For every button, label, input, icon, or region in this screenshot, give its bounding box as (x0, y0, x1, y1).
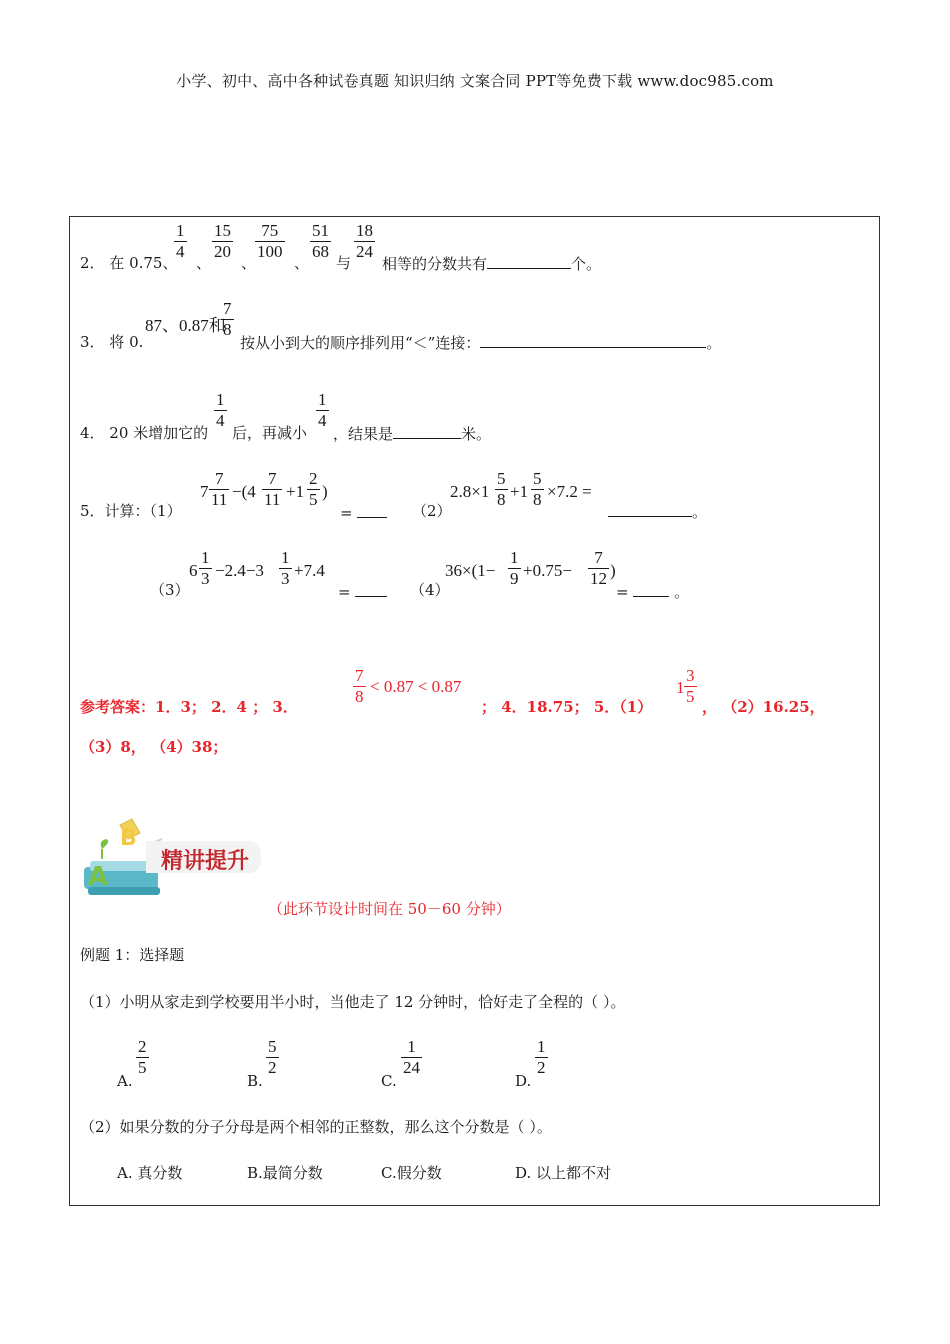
numerator: 51 (312, 221, 329, 240)
denominator: 4 (318, 411, 327, 430)
q5-p3-frac-1 (199, 548, 212, 589)
q5-label-4: （4） (410, 581, 450, 599)
q5-p4-eq-line (616, 582, 689, 601)
numerator: 1 (537, 1037, 546, 1056)
q5-p1-close: ) (322, 482, 328, 501)
q5-p1-minus: −(4 (232, 482, 256, 501)
q5-p2-b: +1 (510, 482, 529, 501)
denominator: 5 (686, 687, 695, 706)
q2-answer-blank[interactable] (487, 254, 571, 269)
q2-frac-2 (212, 221, 233, 262)
answers-line1-a: 参考答案：1．3； 2．4 ； 3． (80, 698, 298, 716)
denominator: 8 (223, 320, 232, 339)
q1-option-b-label[interactable]: B. (247, 1072, 263, 1090)
q4-suffix: ，结果是 (333, 425, 394, 443)
q1-option-a-label[interactable]: A. (117, 1072, 133, 1090)
denominator: 5 (138, 1058, 147, 1077)
q5-p1-frac-2 (262, 469, 282, 510)
numerator: 5 (533, 469, 542, 488)
q5-p2-end-line (608, 502, 707, 521)
q3-end: 。 (706, 334, 722, 352)
q5-p1-frac-3 (307, 469, 320, 510)
numerator: 15 (214, 221, 231, 240)
numerator: 1 (176, 221, 185, 240)
q1-option-d-label[interactable]: D. (515, 1072, 532, 1090)
q5-p2-c: ×7.2 = (547, 482, 592, 501)
answers-line2: （3）8， （4）38； (80, 738, 228, 756)
q2-option-d[interactable]: D. 以上都不对 (515, 1164, 612, 1182)
section-title: 精讲提升 (161, 849, 250, 874)
denominator: 11 (211, 490, 228, 509)
q1-option-a-frac (136, 1037, 149, 1078)
denominator: 24 (403, 1058, 420, 1077)
q5-p2-frac-2 (531, 469, 544, 510)
answers-line1-b: ； 4．18.75； 5．（1） (481, 698, 653, 716)
q3-answer-blank[interactable] (480, 333, 706, 348)
numerator: 1 (318, 390, 327, 409)
numerator: 75 (261, 221, 279, 240)
q4-end: 米。 (461, 425, 492, 443)
q2-sep-4: 与 (336, 254, 352, 272)
q4-mid: 后，再减小 (232, 424, 308, 442)
numerator: 5 (497, 469, 506, 488)
denominator: 4 (176, 242, 185, 261)
q5-p3-b: −2.4−3 (215, 561, 264, 580)
q1-option-d-frac (535, 1037, 548, 1078)
numerator: 2 (309, 469, 318, 488)
numerator: 1 (407, 1037, 416, 1056)
page-header: 小学、初中、高中各种试卷真题 知识归纳 文案合同 PPT等免费下载 www.doc985.com (176, 72, 774, 90)
denominator: 3 (281, 569, 290, 588)
q2-sep-2: 、 (241, 254, 257, 272)
q3-prefix: 3． 将 0. (80, 333, 144, 351)
denominator: 5 (309, 490, 318, 509)
numerator: 7 (267, 469, 277, 488)
denominator: 24 (356, 242, 373, 261)
q5-p4-c: ) (610, 561, 616, 580)
q5-p1-eq-line (340, 503, 387, 522)
q2-frac-4 (310, 221, 331, 262)
q4-answer-blank[interactable] (393, 424, 461, 439)
q5-p1-plus: +1 (286, 482, 305, 501)
numerator: 18 (356, 221, 373, 240)
q5-p1-blank[interactable] (357, 503, 387, 518)
q1-option-c-frac (401, 1037, 422, 1078)
example-q2: （2）如果分数的分子分母是两个相邻的正整数，那么这个分数是（ ）。 (80, 1118, 552, 1136)
answer-5-whole: 1 (676, 678, 685, 697)
q1-option-c-label[interactable]: C. (381, 1072, 397, 1090)
example-q1: （1）小明从家走到学校要用半小时，当他走了 12 分钟时，恰好走了全程的（ ）。 (80, 993, 626, 1011)
q3-suffix-line (240, 333, 721, 352)
q5-p4-frac-1 (508, 548, 521, 589)
q2-sep-1: 、 (196, 254, 212, 272)
q2-option-b[interactable]: B.最简分数 (247, 1164, 323, 1182)
denominator: 2 (537, 1058, 546, 1077)
numerator: 7 (214, 469, 224, 488)
q5-p2-a: 2.8×1 (450, 482, 490, 501)
answer-3-frac (353, 666, 366, 707)
numerator: 1 (201, 548, 210, 567)
q5-p1-whole: 7 (200, 482, 209, 501)
q2-suffix: 相等的分数共有 (382, 255, 488, 273)
denominator: 2 (268, 1058, 277, 1077)
example-title: 例题 1：选择题 (80, 946, 185, 964)
q5-p3-blank[interactable] (355, 582, 387, 597)
answer-5-frac (684, 666, 697, 707)
q5-p3-c: +7.4 (294, 561, 325, 580)
q5-p3-eq-line (338, 582, 387, 601)
denominator: 11 (264, 490, 281, 509)
q3-suffix: 按从小到大的顺序排列用“＜”连接： (240, 334, 481, 352)
q5-p4-blank[interactable] (633, 582, 669, 597)
q1-option-b-frac (266, 1037, 279, 1078)
q4-frac-2 (316, 390, 329, 431)
q5-p1-eq: = (340, 504, 353, 522)
q5-label-3: （3） (150, 581, 190, 599)
q5-p4-end: 。 (674, 583, 690, 601)
numerator: 1 (510, 548, 519, 567)
q3-frac (221, 299, 234, 340)
q2-end: 个。 (571, 255, 602, 273)
denominator: 9 (510, 569, 519, 588)
q5-p2-blank[interactable] (608, 502, 692, 517)
content-frame (69, 216, 880, 1206)
q2-option-a[interactable]: A. 真分数 (117, 1164, 183, 1182)
q5-p1-frac-1 (209, 469, 229, 510)
answers-line1-c: ， （2）16.25， (702, 698, 825, 716)
q3-top-expr: 87、0.87和 (145, 316, 226, 335)
denominator: 20 (214, 242, 231, 261)
q2-frac-5 (354, 221, 375, 262)
numerator: 7 (223, 299, 232, 318)
q2-suffix-line (382, 254, 601, 273)
numerator: 1 (216, 390, 225, 409)
q4-prefix: 4． 20 米增加它的 (80, 424, 209, 442)
q5-p2-end: 。 (692, 503, 708, 521)
numerator: 2 (138, 1037, 147, 1056)
section-time-note: （此环节设计时间在 50－60 分钟） (268, 900, 511, 918)
numerator: 5 (268, 1037, 277, 1056)
q4-suffix-line (333, 424, 491, 443)
q5-label-2: （2） (412, 502, 452, 520)
q2-sep-3: 、 (294, 254, 310, 272)
q5-p4-a: 36×(1− (445, 561, 496, 580)
numerator: 7 (594, 548, 603, 567)
q5-prefix: 5．计算：（1） (80, 502, 182, 520)
q5-p3-frac-2 (279, 548, 292, 589)
numerator: 1 (281, 548, 290, 567)
q5-p2-frac-1 (495, 469, 508, 510)
denominator: 68 (312, 242, 329, 261)
numerator: 7 (355, 666, 364, 685)
q2-prefix: 2． 在 0.75、 (80, 254, 178, 272)
denominator: 12 (590, 569, 607, 588)
q5-p4-eq: = (616, 583, 629, 601)
q2-frac-3 (255, 221, 285, 262)
q5-p3-a: 6 (189, 561, 198, 580)
denominator: 100 (257, 242, 283, 261)
denominator: 8 (533, 490, 542, 509)
q5-p4-frac-2 (588, 548, 609, 589)
denominator: 8 (497, 490, 506, 509)
q4-frac-1 (214, 390, 227, 431)
denominator: 3 (201, 569, 210, 588)
logo-letter-b: B (120, 826, 137, 851)
answer-3-expr: < 0.87 < 0.87 (370, 677, 462, 696)
denominator: 4 (216, 411, 225, 430)
q5-p4-b: +0.75− (523, 561, 572, 580)
q5-p3-eq: = (338, 583, 351, 601)
q2-option-c[interactable]: C.假分数 (381, 1164, 442, 1182)
denominator: 8 (355, 687, 364, 706)
numerator: 3 (686, 666, 695, 685)
logo-letter-a: A (88, 862, 109, 892)
